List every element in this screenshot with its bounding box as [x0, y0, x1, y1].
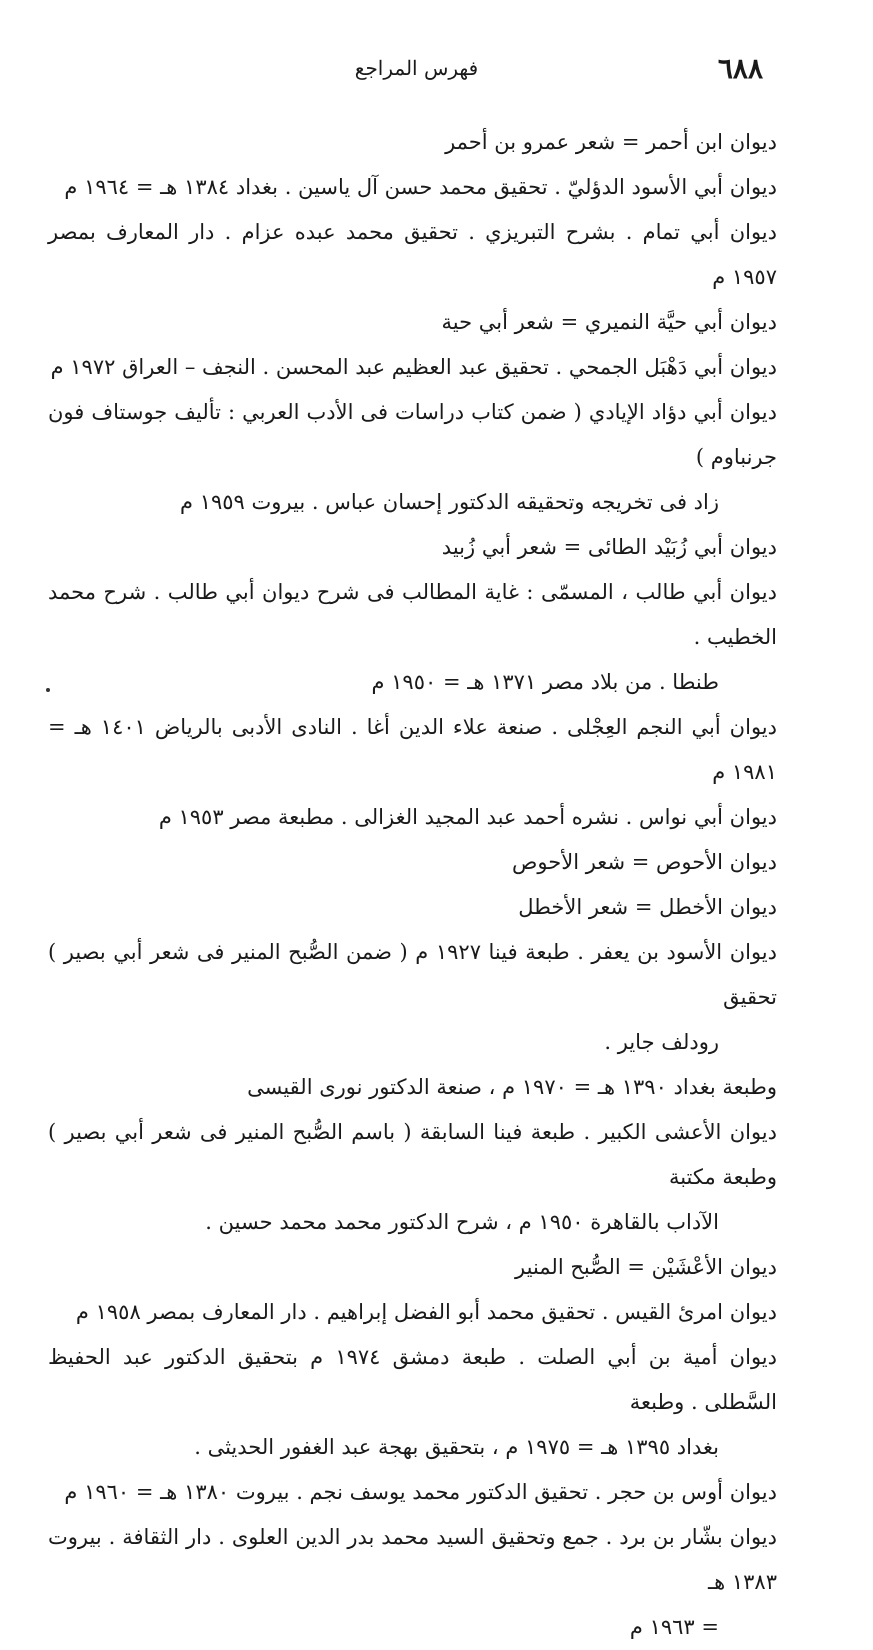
margin-mark	[46, 688, 50, 692]
entry-text: وطبعة بغداد ١٣٩٠ هـ = ١٩٧٠ م ، صنعة الدكتور نورى القيسى	[247, 1075, 777, 1099]
entry-text: ديوان أبي الأسود الدؤليّ . تحقيق محمد حسن آل ياسين . بغداد ١٣٨٤ هـ = ١٩٦٤ م	[64, 175, 777, 199]
entry-text: ديوان أبي تمام . بشرح التبريزي . تحقيق محمد عبده عزام . دار المعارف بمصر ١٩٥٧ م	[48, 220, 777, 289]
entry-text: ديوان ابن أحمر = شعر عمرو بن أحمر	[445, 130, 777, 154]
reference-entry	[48, 705, 777, 795]
entry-text: ديوان أبي دَهْبَل الجمحي . تحقيق عبد العظيم عبد المحسن . النجف – العراق ١٩٧٢ م	[50, 355, 777, 379]
references-list	[48, 120, 777, 1650]
reference-entry	[48, 345, 777, 390]
reference-entry	[48, 1515, 777, 1650]
entry-continuation: = ١٩٦٣ م	[629, 1615, 719, 1639]
entry-text: ديوان الأعْشَيْن = الصُّبح المنير	[515, 1255, 777, 1279]
reference-entry	[48, 525, 777, 570]
running-title: فهرس المراجع	[354, 56, 479, 80]
entry-text: ديوان أبي حيَّة النميري = شعر أبي حية	[441, 310, 777, 334]
entry-text: ديوان أبي طالب ، المسمّى : غاية المطالب فى شرح ديوان أبي طالب . شرح محمد الخطيب .	[48, 580, 777, 649]
reference-entry	[48, 1110, 777, 1245]
entry-continuation: طنطا . من بلاد مصر ١٣٧١ هـ = ١٩٥٠ م	[371, 670, 719, 694]
reference-entry	[48, 1335, 777, 1470]
entry-text: ديوان أبي زُبَيْد الطائى = شعر أبي زُبيد	[441, 535, 777, 559]
entry-continuation: الآداب بالقاهرة ١٩٥٠ م ، شرح الدكتور محمد محمد حسين .	[205, 1210, 719, 1234]
reference-entry	[48, 885, 777, 930]
reference-entry	[48, 1470, 777, 1515]
page-header	[70, 52, 763, 92]
reference-entry	[48, 300, 777, 345]
entry-text: ديوان امرئ القيس . تحقيق محمد أبو الفضل إبراهيم . دار المعارف بمصر ١٩٥٨ م	[75, 1300, 777, 1324]
reference-entry	[48, 390, 777, 525]
reference-entry	[48, 795, 777, 840]
entry-text: ديوان الأسود بن يعفر . طبعة فينا ١٩٢٧ م ( ضمن الصُّبح المنير فى شعر أبي بصير ) تحقيق	[48, 940, 777, 1009]
entry-text: ديوان الأعشى الكبير . طبعة فينا السابقة ( باسم الصُّبح المنير فى شعر أبي بصير ) وطبعة مكتبة	[48, 1120, 777, 1189]
entry-text: ديوان الأخطل = شعر الأخطل	[518, 895, 777, 919]
entry-text: ديوان الأحوص = شعر الأحوص	[512, 850, 777, 874]
reference-entry	[48, 930, 777, 1065]
entry-text: ديوان أبي النجم العِجْلى . صنعة علاء الدين أغا . النادى الأدبى بالرياض ١٤٠١ هـ = ١٩٨١ م	[48, 715, 777, 784]
page-number: ٦٨٨	[717, 52, 763, 85]
entry-text: ديوان أوس بن حجر . تحقيق الدكتور محمد يوسف نجم . بيروت ١٣٨٠ هـ = ١٩٦٠ م	[64, 1480, 777, 1504]
reference-entry	[48, 1065, 777, 1110]
entry-continuation: زاد فى تخريجه وتحقيقه الدكتور إحسان عباس . بيروت ١٩٥٩ م	[180, 490, 719, 514]
reference-entry	[48, 840, 777, 885]
reference-entry	[48, 1245, 777, 1290]
entry-text: ديوان أبي نواس . نشره أحمد عبد المجيد الغزالى . مطبعة مصر ١٩٥٣ م	[158, 805, 777, 829]
reference-entry	[48, 1290, 777, 1335]
entry-text: ديوان أمية بن أبي الصلت . طبعة دمشق ١٩٧٤ م بتحقيق الدكتور عبد الحفيظ السَّطلى . وطبعة	[48, 1345, 777, 1414]
entry-text: ديوان بشّار بن برد . جمع وتحقيق السيد محمد بدر الدين العلوى . دار الثقافة . بيروت ١٣٨٣ هـ	[48, 1525, 777, 1594]
reference-entry	[48, 210, 777, 300]
entry-continuation: رودلف جاير .	[604, 1030, 719, 1054]
entry-text: ديوان أبي دؤاد الإيادي ( ضمن كتاب دراسات فى الأدب العربي : تأليف جوستاف فون جرنباوم )	[48, 400, 777, 469]
entry-continuation: بغداد ١٣٩٥ هـ = ١٩٧٥ م ، بتحقيق بهجة عبد الغفور الحديثى .	[194, 1435, 719, 1459]
reference-entry	[48, 120, 777, 165]
reference-entry	[48, 165, 777, 210]
reference-entry	[48, 570, 777, 705]
